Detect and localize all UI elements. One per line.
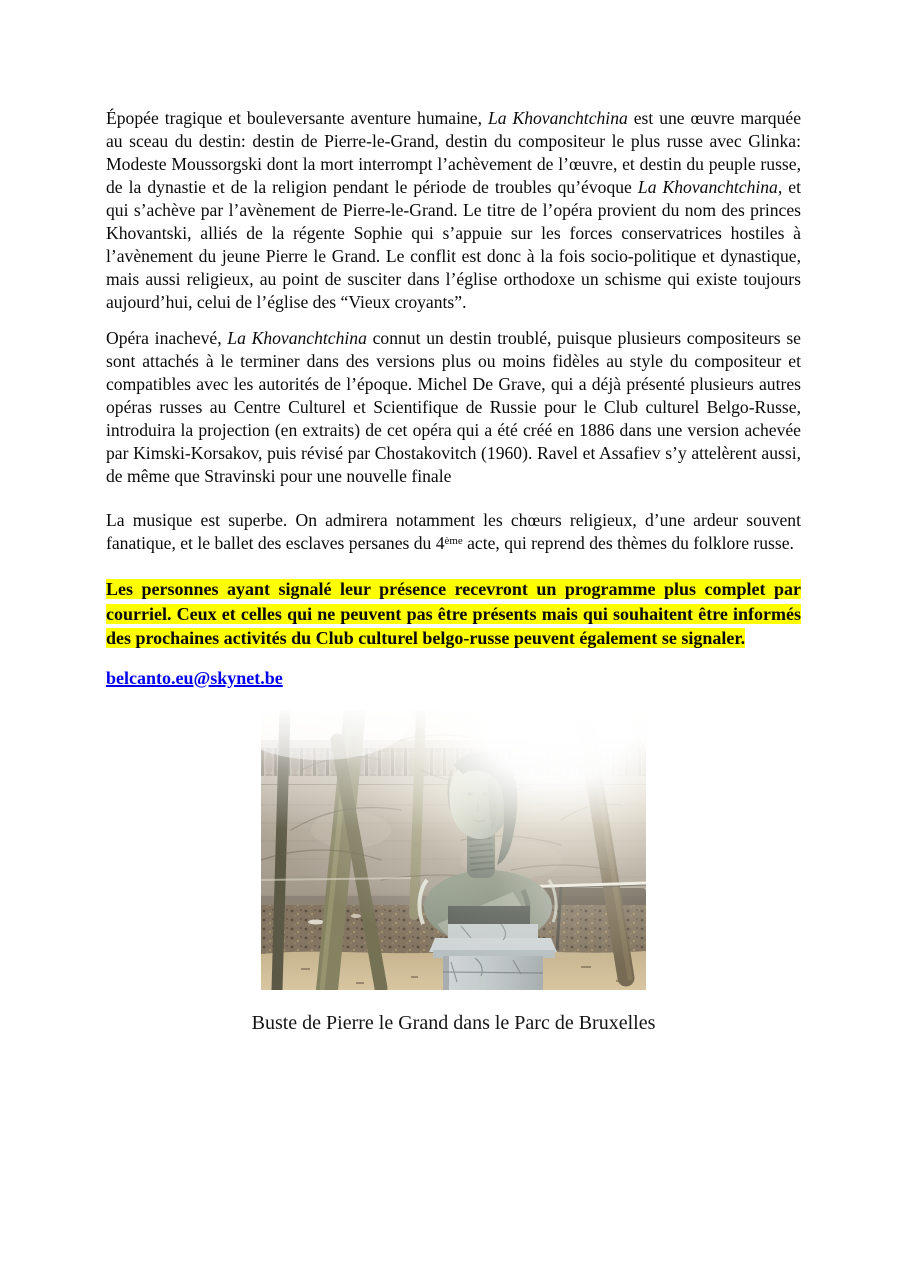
text-run: La Khovanchtchina, xyxy=(637,177,783,197)
text-run: La Khovanchtchina xyxy=(227,328,367,348)
text-run: La Khovanchtchina xyxy=(487,108,628,128)
text-run: Épopée tragique et bouleversante aventure humaine, xyxy=(106,108,488,128)
text-run: et qui s’achève par l’avènement de Pierre-le-Grand. Le titre de l’opéra provient du nom des princes Khovantski, alliés de la régente Sophie qui s’appuie sur les forces conservatrices hostiles à l’avènement du jeune Pierre le Grand. Le conflit est donc à la fois socio-politique et dynastique, mais aussi religieux, au point de susciter dans l’église orthodoxe un schisme qui existe toujours aujourd’hui, celui de l’église des “Vieux croyants”. xyxy=(106,177,801,312)
text-run: La musique est superbe. On admirera notamment les chœurs religieux, d’une ardeur souvent fanatique, et le ballet des esclaves persanes du 4 xyxy=(106,510,801,553)
text-run: est une œuvre marquée au sceau du destin: destin de Pierre-le-Grand, destin du compositeur le plus russe avec Glinka: Modeste Moussorgski dont la mort interrompt l’achèvement de l’œuvre, et destin du peuple russe, de la dynastie et de la religion pendant le période de troubles qu’évoque xyxy=(106,108,802,197)
text-run: ème xyxy=(444,534,463,547)
announcement-paragraph xyxy=(106,577,801,651)
photo-sun-flare xyxy=(261,710,646,990)
paragraph-opera-inacheve xyxy=(106,327,801,488)
highlighted-text: Les personnes ayant signalé leur présence recevront un programme plus complet par courriel. Ceux et celles qui ne peuvent pas être présents mais qui souhaitent être informés des prochaines activités du Club culturel belgo-russe peuvent également se signaler. xyxy=(106,579,801,648)
text-run: acte, qui reprend des thèmes du folklore russe. xyxy=(462,533,794,553)
email-line xyxy=(106,666,801,692)
bust-photo-figure xyxy=(261,710,646,990)
text-run: connut un destin troublé, puisque plusieurs compositeurs se sont attachés à le terminer dans des versions plus ou moins fidèles au style du compositeur et compatibles avec les autorités de l’époque. Michel De Grave, qui a déjà présenté plusieurs autres opéras russes au Centre Culturel et Scientifique de Russie pour le Club culturel Belgo-Russe, introduira la projection (en extraits) de cet opéra qui a été créé en 1886 dans une version achevée par Kimski-Korsakov, puis révisé par Chostakovitch (1960). Ravel et Assafiev s’y attelèrent aussi, de même que Stravinski pour une nouvelle finale xyxy=(106,328,801,486)
paragraph-musique-superbe xyxy=(106,509,801,558)
paragraph-epopee-destin xyxy=(106,107,801,314)
email-link[interactable]: belcanto.eu@skynet.be xyxy=(106,667,283,688)
text-run: Opéra inachevé, xyxy=(106,328,228,348)
photo-caption: Buste de Pierre le Grand dans le Parc de Bruxelles xyxy=(251,1011,656,1034)
bust-photo-image xyxy=(261,710,646,990)
